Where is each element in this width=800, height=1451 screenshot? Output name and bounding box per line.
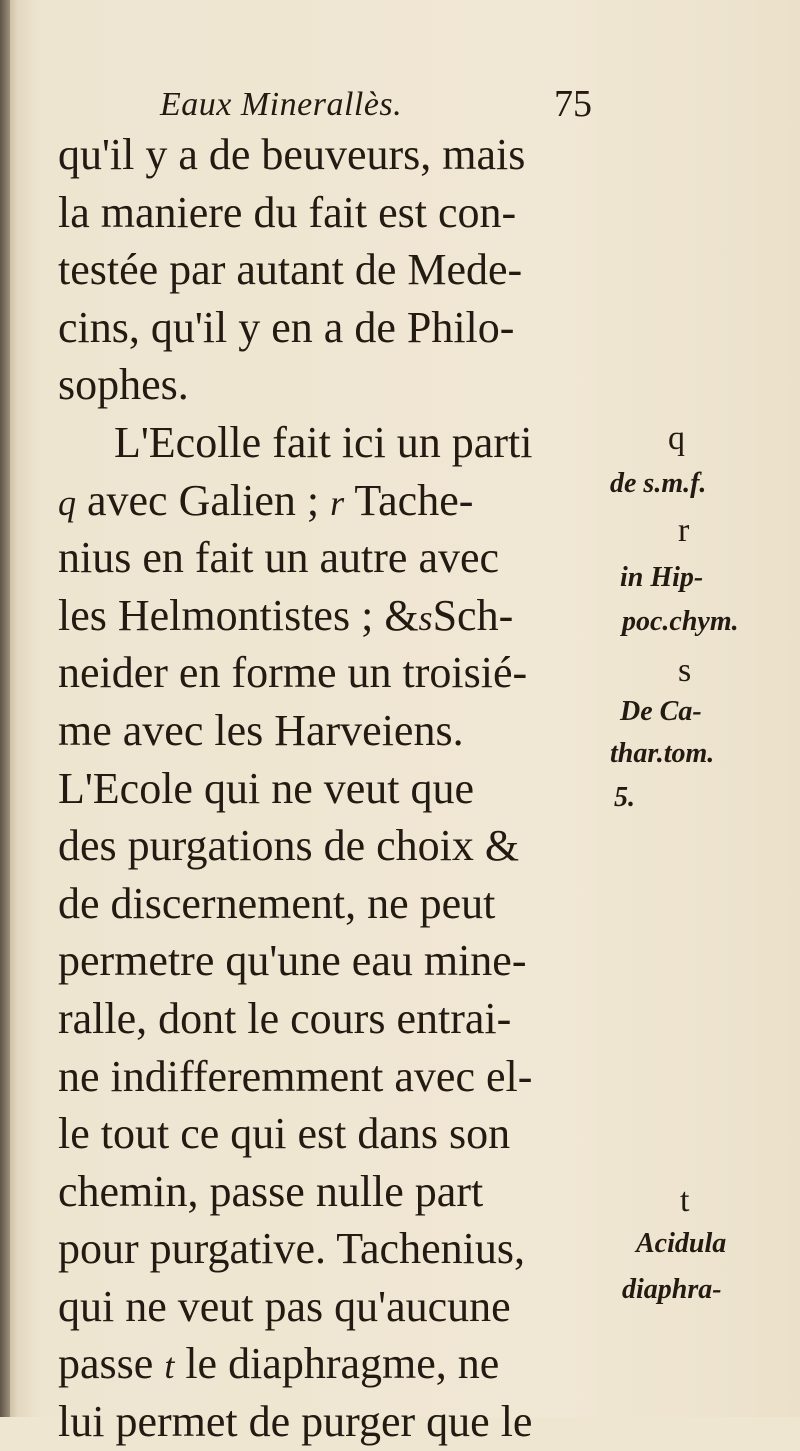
footnote-marker: s (418, 597, 433, 638)
text-line: lui permet de purger que le (58, 1397, 533, 1447)
text-line: ne indifferemment avec el- (58, 1051, 533, 1101)
footnote-marker: q (58, 482, 76, 523)
page-header (160, 80, 600, 130)
text-line: chemin, passe nulle part (58, 1166, 484, 1216)
text-line: de discernement, ne peut (58, 878, 496, 928)
margin-note-r-ref-2: poc.chym. (622, 606, 739, 637)
text-line (58, 1335, 598, 1393)
text-segment: le diaphragme, ne (185, 1339, 500, 1389)
text-segment: Sch- (432, 590, 514, 640)
text-line (58, 587, 598, 645)
margin-note-s-letter: s (678, 652, 692, 689)
text-line: le tout ce qui est dans son (58, 1109, 511, 1159)
page-number: 75 (554, 83, 592, 125)
text-line: L'Ecolle fait ici un parti (114, 417, 533, 467)
text-line: cins, qu'il y en a de Philo- (58, 302, 515, 352)
text-line: qui ne veut pas qu'aucune (58, 1281, 511, 1331)
text-line: sophes. (58, 360, 189, 410)
footnote-marker: r (330, 482, 345, 523)
ampersand: & (384, 590, 419, 640)
margin-note-r-ref-1: in Hip- (620, 562, 704, 593)
running-title: Eaux Minerallès. (160, 86, 403, 123)
margin-note-t-letter: t (680, 1182, 690, 1219)
text-line: permetre qu'une eau mine- (58, 936, 527, 986)
footnote-marker: t (164, 1346, 175, 1387)
margin-note-s-ref-2: thar.tom. (610, 738, 715, 769)
text-segment: les Helmontistes ; (58, 590, 374, 640)
text-line: ralle, dont le cours entrai- (58, 993, 512, 1043)
margin-note-q-ref: de s.m.f. (610, 468, 707, 499)
text-line: testée par autant de Mede- (58, 245, 523, 295)
margin-note-s-ref-1: De Ca- (620, 696, 702, 727)
margin-note-t-ref-1: Acidula (636, 1228, 727, 1259)
text-line: la maniere du fait est con- (58, 187, 517, 237)
text-line: des purgations de choix & (58, 821, 520, 871)
text-line: qu'il y a de beuveurs, mais (58, 130, 526, 179)
text-segment: passe (58, 1339, 154, 1389)
text-segment: Tache- (354, 475, 474, 525)
text-line: nius en fait un autre avec (58, 533, 500, 583)
text-segment: avec Galien ; (87, 475, 320, 525)
margin-note-q-letter: q (668, 420, 685, 457)
body-text (58, 126, 598, 1451)
text-line (58, 472, 598, 530)
margin-note-t-ref-2: diaphra- (622, 1274, 722, 1305)
text-line: neider en forme un troisié- (58, 648, 528, 698)
margin-note-r-letter: r (678, 512, 690, 549)
text-line: L'Ecole qui ne veut que (58, 763, 475, 813)
margin-note-s-ref-3: 5. (614, 782, 635, 813)
text-line: pour purgative. Tachenius, (58, 1224, 525, 1274)
binding-gutter (0, 0, 10, 1417)
text-line: me avec les Harveiens. (58, 705, 464, 755)
